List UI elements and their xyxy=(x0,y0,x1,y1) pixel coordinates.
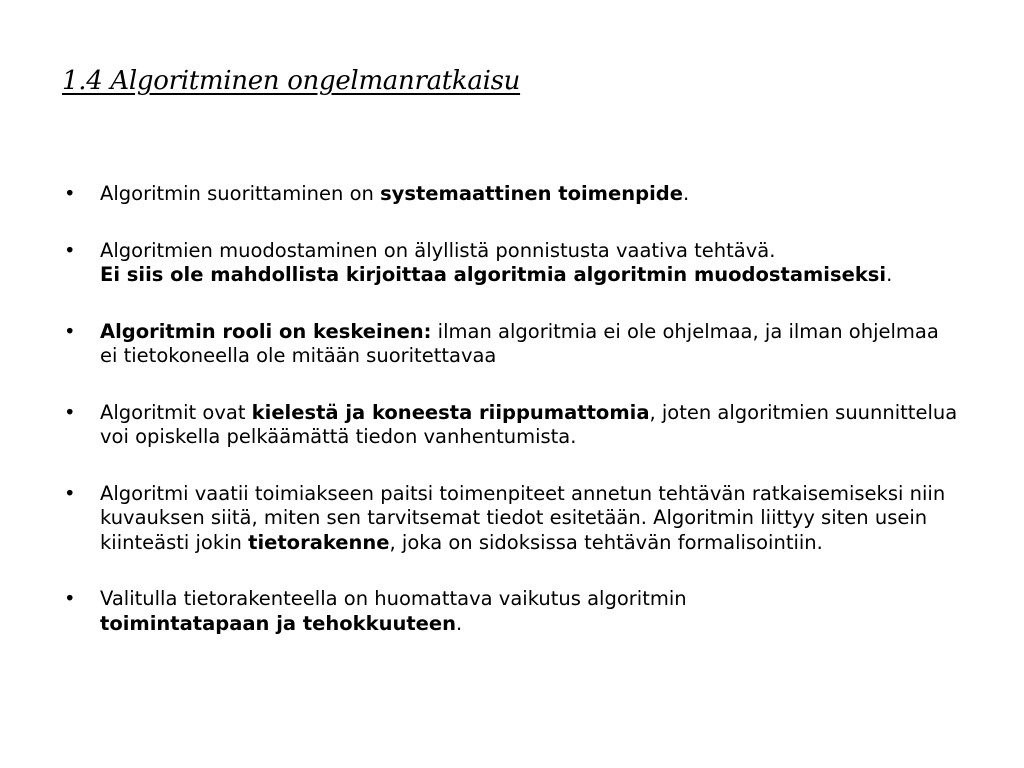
bullet-text: . xyxy=(456,611,463,635)
bullet-emphasis: Ei siis ole mahdollista kirjoittaa algoritmia algoritmin muodostamiseksi xyxy=(100,263,887,286)
bullet-emphasis: Algoritmin rooli on keskeinen: xyxy=(100,319,432,343)
bullet-emphasis: systemaattinen toimenpide xyxy=(380,182,683,205)
bullet-item-4 xyxy=(62,401,962,450)
bullet-text: , joten algoritmien suunnittelua voi opiskella pelkäämättä tiedon vanhentumista. xyxy=(100,400,958,448)
bullet-text: . xyxy=(682,182,690,205)
bullet-icon: • xyxy=(64,238,76,262)
bullet-emphasis: tietorakenne xyxy=(248,530,390,554)
bullet-text: . xyxy=(886,263,893,286)
bullet-item-1 xyxy=(62,182,962,207)
bullet-text: ilman algoritmia ei ole ohjelmaa, ja ilman ohjelmaa ei tietokoneella ole mitään suoritettavaa xyxy=(100,319,939,367)
bullet-item-5 xyxy=(62,482,962,556)
bullet-text: Algoritmi vaatii toimiakseen paitsi toimenpiteet annetun tehtävän ratkaisemiseksi niin kuvauksen siitä, miten sen tarvitsemat tiedot esitetään. Algoritmin liittyy siten usein kiinteästi jokin xyxy=(100,481,946,554)
bullet-item-6 xyxy=(62,587,962,636)
bullet-emphasis: kielestä ja koneesta riippumattomia xyxy=(251,400,650,424)
bullet-icon: • xyxy=(64,182,76,205)
bullet-icon: • xyxy=(64,587,76,610)
bullet-icon: • xyxy=(64,400,76,424)
bullet-text: Algoritmien muodostaminen on älyllistä ponnistusta vaativa tehtävä. xyxy=(100,238,776,262)
bullet-item-3 xyxy=(62,320,962,369)
bullet-icon: • xyxy=(64,481,76,505)
slide-title: 1.4 Algoritminen ongelmanratkaisu xyxy=(62,66,521,96)
bullet-text: Algoritmin suorittaminen on xyxy=(100,182,381,205)
bullet-item-2 xyxy=(62,239,962,288)
bullet-text: Valitulla tietorakenteella on huomattava vaikutus algoritmin xyxy=(100,587,687,610)
bullet-text: Algoritmit ovat xyxy=(100,400,252,424)
bullet-list xyxy=(62,182,962,668)
bullet-emphasis: toimintatapaan ja tehokkuuteen xyxy=(100,611,457,635)
bullet-icon: • xyxy=(64,319,76,343)
bullet-text: , joka on sidoksissa tehtävän formalisointiin. xyxy=(389,530,823,554)
